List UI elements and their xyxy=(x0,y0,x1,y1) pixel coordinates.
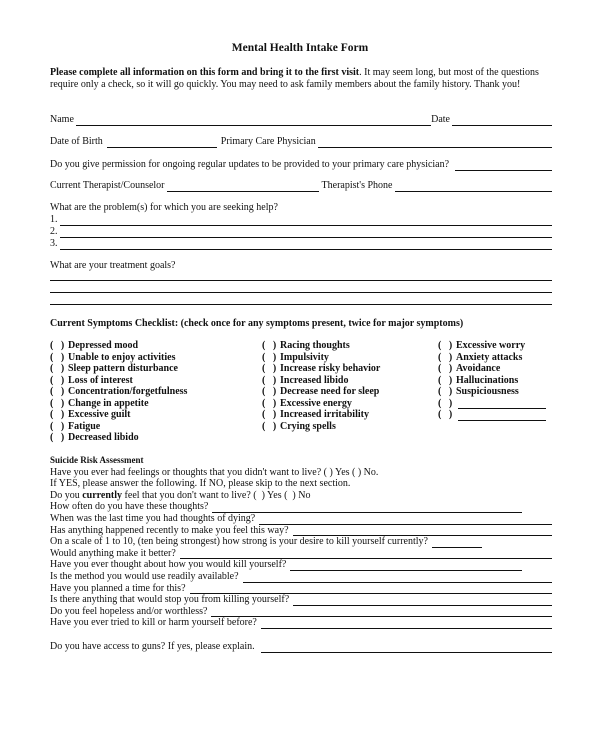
symptom-label: Depressed mood xyxy=(68,340,139,351)
date-label: Date xyxy=(431,114,450,125)
symptom-label: Excessive energy xyxy=(280,397,352,409)
guns-label: Do you have access to guns? If yes, please explain. xyxy=(50,640,255,652)
checkbox[interactable]: ( ) xyxy=(50,374,65,386)
question-label: Do you feel hopeless and/or worthless? xyxy=(50,605,208,617)
symptom-label: Crying spells xyxy=(280,420,336,432)
question-label: Would anything make it better? xyxy=(50,547,176,559)
question-label: Is the method you would use readily available? xyxy=(50,570,239,582)
checkbox[interactable]: ( ) xyxy=(50,420,65,432)
question-label: Has anything happened recently to make you feel this way? xyxy=(50,524,289,536)
symptom-label: Loss of interest xyxy=(68,374,133,386)
answer-field[interactable] xyxy=(432,538,482,548)
answer-field[interactable] xyxy=(293,596,552,606)
answer-field[interactable] xyxy=(290,561,522,571)
checkbox[interactable]: ( ) xyxy=(50,397,65,409)
symptom-other[interactable] xyxy=(438,409,546,421)
form-title: Mental Health Intake Form xyxy=(231,42,369,54)
answer-field[interactable] xyxy=(243,573,552,583)
suicide-question xyxy=(50,617,552,629)
symptom-item[interactable] xyxy=(262,352,380,364)
question-label: When was the last time you had thoughts of dying? xyxy=(50,512,256,524)
permission-label: Do you give permission for ongoing regular updates to be provided to your primary care physician? xyxy=(50,159,450,170)
symptom-label: Increased libido xyxy=(280,374,349,386)
date-field[interactable] xyxy=(452,116,552,126)
checkbox[interactable]: ( ) xyxy=(262,409,277,420)
other-symptom-field[interactable] xyxy=(458,412,546,421)
suicide-question xyxy=(50,501,552,513)
suicide-question xyxy=(50,606,552,618)
checkbox[interactable]: ( ) xyxy=(50,386,65,397)
suicide-question xyxy=(50,513,552,525)
symptom-label: Excessive guilt xyxy=(68,409,131,420)
symptom-other[interactable] xyxy=(438,398,546,410)
symptoms-col-3 xyxy=(438,340,546,421)
question-label: Have you planned a time for this? xyxy=(50,582,186,594)
suicide-q1[interactable]: Have you ever had feelings or thoughts that you didn't want to live? ( ) Yes ( ) No. xyxy=(50,466,379,478)
checkbox[interactable]: ( ) xyxy=(438,386,453,397)
intro-rest: . It may seem long, but most of the questions require only a check, so it will go quickly. You may need to ask family members about the family history. Thank you! xyxy=(50,67,539,90)
suicide-question xyxy=(50,571,552,583)
answer-field[interactable] xyxy=(212,503,522,513)
suicide-note: If YES, please answer the following. If NO, please skip to the next section. xyxy=(50,478,351,490)
suicide-q2[interactable] xyxy=(50,490,552,502)
symptom-item[interactable] xyxy=(438,386,546,398)
checklist-heading: Current Symptoms Checklist: (check once for any symptoms present, twice for major symptoms) xyxy=(50,318,464,329)
guns-row xyxy=(50,641,552,653)
symptom-item[interactable] xyxy=(438,375,546,387)
checkbox[interactable]: ( ) xyxy=(438,374,453,386)
name-label: Name xyxy=(50,114,74,125)
suicide-question xyxy=(50,525,552,537)
suicide-risk-section xyxy=(50,455,552,653)
checkbox[interactable]: ( ) xyxy=(438,351,453,363)
checkbox[interactable]: ( ) xyxy=(262,420,277,432)
symptom-label: Change in appetite xyxy=(68,397,149,409)
name-field[interactable] xyxy=(76,116,431,126)
symptom-item[interactable] xyxy=(262,398,380,410)
symptom-item[interactable] xyxy=(50,432,187,444)
problem-number: 2. xyxy=(50,226,58,237)
checkbox[interactable]: ( ) xyxy=(50,340,65,351)
suicide-question xyxy=(50,559,552,571)
answer-field[interactable] xyxy=(259,515,552,525)
checkbox[interactable]: ( ) xyxy=(262,374,277,386)
checkbox[interactable]: ( ) xyxy=(438,340,453,351)
checkbox[interactable]: ( ) xyxy=(262,340,277,351)
symptom-label: Suspiciousness xyxy=(456,386,519,397)
problems-label: What are the problem(s) for which you are seeking help? xyxy=(50,202,278,213)
checkbox[interactable]: ( ) xyxy=(262,386,277,397)
suicide-question xyxy=(50,583,552,595)
symptom-item[interactable] xyxy=(50,375,187,387)
symptom-item[interactable] xyxy=(262,386,380,398)
symptom-label: Sleep pattern disturbance xyxy=(68,363,178,374)
dob-row xyxy=(50,136,552,148)
intro-bold: Please complete all information on this form and bring it to the first visit xyxy=(50,67,360,78)
symptom-item[interactable] xyxy=(262,421,380,433)
question-label: Have you ever thought about how you would kill yourself? xyxy=(50,559,287,571)
symptom-item[interactable] xyxy=(262,409,380,421)
symptom-label: Concentration/forgetfulness xyxy=(68,386,188,397)
answer-field[interactable] xyxy=(261,619,552,629)
suicide-question xyxy=(50,594,552,606)
symptom-label: Hallucinations xyxy=(456,374,519,386)
symptoms-col-2 xyxy=(262,340,380,432)
suicide-question xyxy=(50,548,552,560)
checkbox[interactable]: ( ) xyxy=(50,432,65,443)
goals-label: What are your treatment goals? xyxy=(50,260,176,271)
symptom-item[interactable] xyxy=(262,363,380,375)
problem-number: 3. xyxy=(50,238,58,249)
checkbox[interactable]: ( ) xyxy=(262,363,277,374)
checkbox[interactable]: ( ) xyxy=(50,363,65,374)
symptom-label: Impulsivity xyxy=(280,351,329,363)
symptom-item[interactable] xyxy=(50,398,187,410)
q2-text: Do you xyxy=(50,489,83,501)
therapist-field[interactable] xyxy=(167,182,319,192)
symptom-label: Increase risky behavior xyxy=(280,363,381,374)
question-label: Is there anything that would stop you from killing yourself? xyxy=(50,594,290,606)
symptoms-col-1 xyxy=(50,340,187,444)
symptom-label: Unable to enjoy activities xyxy=(68,351,176,363)
symptom-item[interactable] xyxy=(50,352,187,364)
permission-field[interactable] xyxy=(455,161,552,171)
therapist-row xyxy=(50,180,552,192)
question-label: How often do you have these thoughts? xyxy=(50,501,209,513)
intro-text xyxy=(50,67,555,91)
symptom-item[interactable] xyxy=(50,421,187,433)
symptom-label: Anxiety attacks xyxy=(456,351,523,363)
dob-field[interactable] xyxy=(107,138,217,148)
suicide-question xyxy=(50,536,552,548)
checkbox[interactable]: ( ) xyxy=(50,409,65,420)
goals-field-2[interactable] xyxy=(50,292,552,293)
q2-text: feel that you don't want to live? ( ) Yes ( ) No xyxy=(122,489,311,501)
q2-emphasis: currently xyxy=(82,489,123,501)
symptom-item[interactable] xyxy=(438,363,546,375)
problem-number: 1. xyxy=(50,214,58,225)
answer-field[interactable] xyxy=(293,526,552,536)
therapist-phone-field[interactable] xyxy=(395,182,553,192)
problem-field-2[interactable] xyxy=(60,228,553,238)
goals-field-1[interactable] xyxy=(50,280,552,281)
answer-field[interactable] xyxy=(190,584,552,594)
question-label: Have you ever tried to kill or harm yourself before? xyxy=(50,617,257,629)
pcp-field[interactable] xyxy=(318,138,552,148)
therapist-label: Current Therapist/Counselor xyxy=(50,180,165,191)
checkbox[interactable]: ( ) xyxy=(50,351,65,363)
problem-field-3[interactable] xyxy=(60,240,553,250)
permission-row xyxy=(50,159,552,171)
symptom-item[interactable] xyxy=(50,363,187,375)
symptom-item[interactable] xyxy=(50,409,187,421)
symptom-label: Decreased libido xyxy=(68,432,139,443)
name-date-row xyxy=(50,114,552,126)
symptom-label: Fatigue xyxy=(68,420,101,432)
symptom-label: Racing thoughts xyxy=(280,340,350,351)
symptom-label: Increased irritability xyxy=(280,409,369,420)
symptom-item[interactable] xyxy=(50,340,187,352)
pcp-label: Primary Care Physician xyxy=(220,136,316,147)
symptom-item[interactable] xyxy=(262,340,380,352)
symptom-label: Excessive worry xyxy=(456,340,526,351)
symptom-item[interactable] xyxy=(50,386,187,398)
checkbox[interactable]: ( ) xyxy=(262,397,277,409)
checkbox[interactable]: ( ) xyxy=(438,409,453,420)
symptom-item[interactable] xyxy=(262,375,380,387)
symptom-label: Avoidance xyxy=(456,363,501,374)
checkbox[interactable]: ( ) xyxy=(438,397,453,409)
symptom-label: Decrease need for sleep xyxy=(280,386,380,397)
answer-field[interactable] xyxy=(211,607,552,617)
problem-field-1[interactable] xyxy=(60,216,553,226)
symptom-item[interactable] xyxy=(438,352,546,364)
answer-field[interactable] xyxy=(180,549,552,559)
question-label: On a scale of 1 to 10, (ten being strongest) how strong is your desire to kill yourself currently? xyxy=(50,536,428,548)
other-symptom-field[interactable] xyxy=(458,400,546,409)
symptom-item[interactable] xyxy=(438,340,546,352)
therapist-phone-label: Therapist's Phone xyxy=(321,180,393,191)
goals-field-3[interactable] xyxy=(50,304,552,305)
guns-field[interactable] xyxy=(261,643,552,653)
checkbox[interactable]: ( ) xyxy=(438,363,453,374)
suicide-heading: Suicide Risk Assessment xyxy=(50,455,144,465)
dob-label: Date of Birth xyxy=(50,136,103,147)
checkbox[interactable]: ( ) xyxy=(262,351,277,363)
